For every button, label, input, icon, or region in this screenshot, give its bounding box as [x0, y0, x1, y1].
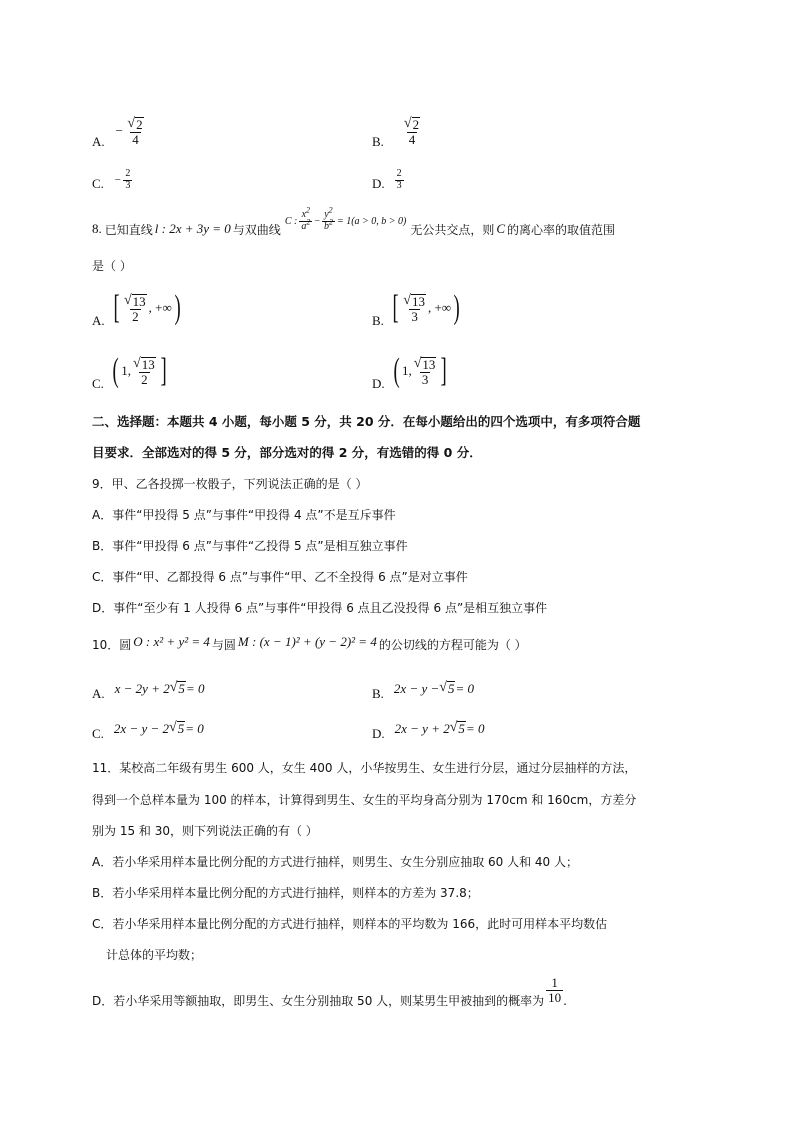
stem-text: 的公切线的方程可能为（ ） [378, 638, 527, 652]
interval: [ √ 13 3 , +∞ ) [392, 289, 460, 326]
stem-text: 无公共交点，则 [410, 222, 495, 237]
option-letter: D. [372, 376, 385, 391]
q11-option-c-line1: C．若小华采用样本量比例分配的方式进行抽样，则样本的平均数为 166，此时可用样本平均数估 [92, 917, 608, 931]
fraction: √ 2 4 [403, 115, 420, 147]
option-letter: A. [92, 313, 105, 328]
minus-sign: − [114, 123, 124, 138]
q8-option-c [92, 350, 169, 392]
fraction: $\frac{2}{3}$ [125, 168, 131, 191]
option-letter: A. [92, 686, 105, 701]
interval: ( 1, √ 13 3 ] [393, 352, 448, 389]
q8-stem [92, 205, 616, 240]
stem-text: 已知直线 [104, 222, 153, 237]
q11-option-d [92, 972, 567, 1009]
option-letter: C. [92, 176, 104, 191]
fraction: $\frac{2}{3}$ [396, 168, 402, 191]
q11-option-a: A．若小华采用样本量比例分配的方式进行抽样，则男生、女生分别应抽取 60 人和 40 人； [92, 855, 579, 869]
q9-option-d: D．事件“至少有 1 人投得 6 点”与事件“甲投得 6 点且乙没投得 6 点”是相互独立事件 [92, 601, 548, 615]
q9-option-c: C．事件“甲、乙都投得 6 点”与事件“甲、乙不全投得 6 点”是对立事件 [92, 570, 468, 584]
q11-stem-line3: 别为 15 和 30，则下列说法正确的有（ ） [92, 824, 318, 838]
equation: 2x − y − 2 √ 5 = 0 [113, 720, 204, 737]
fraction: √ 2 4 [127, 115, 143, 147]
option-letter: C. [92, 376, 104, 391]
q9-option-b: B．事件“甲投得 6 点”与事件“乙投得 5 点”是相互独立事件 [92, 539, 408, 553]
q11-stem-line2: 得到一个总样本量为 100 的样本，计算得到男生、女生的平均身高分别为 170cm 和 160cm，方差分 [92, 793, 637, 807]
stem-text: 圆 [119, 638, 132, 652]
q8-option-a [92, 287, 183, 329]
minus-sign: − [113, 174, 122, 186]
q10-option-b [372, 676, 474, 702]
option-text: D．若小华采用等额抽取，即男生、女生分别抽取 50 人，则某男生甲被抽到的概率为 [92, 994, 545, 1008]
q7-option-c [92, 168, 132, 192]
stem-text: 与圆 [211, 638, 236, 652]
q10-option-a [92, 676, 204, 702]
section-heading-line2: 目要求．全部选对的得 5 分，部分选对的得 2 分，有选错的得 0 分． [92, 445, 482, 460]
question-number: 8. [92, 221, 102, 236]
q8-option-b [372, 287, 462, 329]
circle-m-equation: M : (x − 1)² + (y − 2)² = 4 [237, 633, 377, 649]
q8-option-d [372, 350, 450, 392]
period: . [563, 993, 567, 1008]
stem-text: 的离心率的取值范围 [507, 222, 616, 237]
option-letter: A. [92, 134, 105, 149]
stem-text: 与双曲线 [232, 222, 281, 237]
variable-c: C [496, 221, 506, 236]
question-number: 10． [92, 638, 120, 652]
q7-option-d [372, 168, 404, 192]
circle-o-equation: O : x² + y² = 4 [133, 633, 210, 649]
line-equation: l : 2x + 3y = 0 [154, 221, 231, 236]
q11-option-b: B．若小华采用样本量比例分配的方式进行抽样，则样本的方差为 37.8； [92, 886, 479, 900]
option-letter: B. [372, 313, 384, 328]
option-letter: C. [92, 726, 104, 741]
section-heading-line1: 二、选择题：本题共 4 小题，每小题 5 分，共 20 分．在每小题给出的四个选项中，有多项符合题 [92, 414, 641, 429]
q10-option-c [92, 716, 204, 742]
option-letter: B. [372, 134, 384, 149]
q8-stem-line2: 是（ ） [92, 259, 132, 273]
interval: ( 1, √ 13 2 ] [112, 352, 167, 389]
option-letter: B. [372, 686, 384, 701]
q11-stem-line1: 11．某校高二年级有男生 600 人，女生 400 人，小华按男生、女生进行分层，通过分层抽样的方法， [92, 761, 637, 775]
q7-option-b [372, 112, 422, 150]
q9-stem: 9．甲、乙各投掷一枚骰子，下列说法正确的是（ ） [92, 477, 368, 491]
hyperbola-equation: C : $\frac{x^2}{a^2}$ − $\frac{y^2}{b^2}$ = 1(a > 0, b > 0) [284, 205, 407, 232]
equation: 2x − y − √ 5 = 0 [393, 680, 474, 697]
interval: [ √ 13 2 , +∞ ) [113, 289, 181, 326]
q9-option-a: A．事件“甲投得 5 点”与事件“甲投得 4 点”不是互斥事件 [92, 508, 396, 522]
fraction: $\frac{1}{10}$ [548, 975, 562, 1005]
q10-stem [92, 633, 527, 653]
option-letter: D. [372, 176, 385, 191]
equation: 2x − y + 2 √ 5 = 0 [394, 720, 485, 737]
q11-option-c-line2: 计总体的平均数； [106, 948, 203, 962]
q7-option-a [92, 112, 146, 150]
option-letter: D. [372, 726, 385, 741]
q10-option-d [372, 716, 484, 742]
equation: x − 2y + 2 √ 5 = 0 [114, 680, 205, 697]
